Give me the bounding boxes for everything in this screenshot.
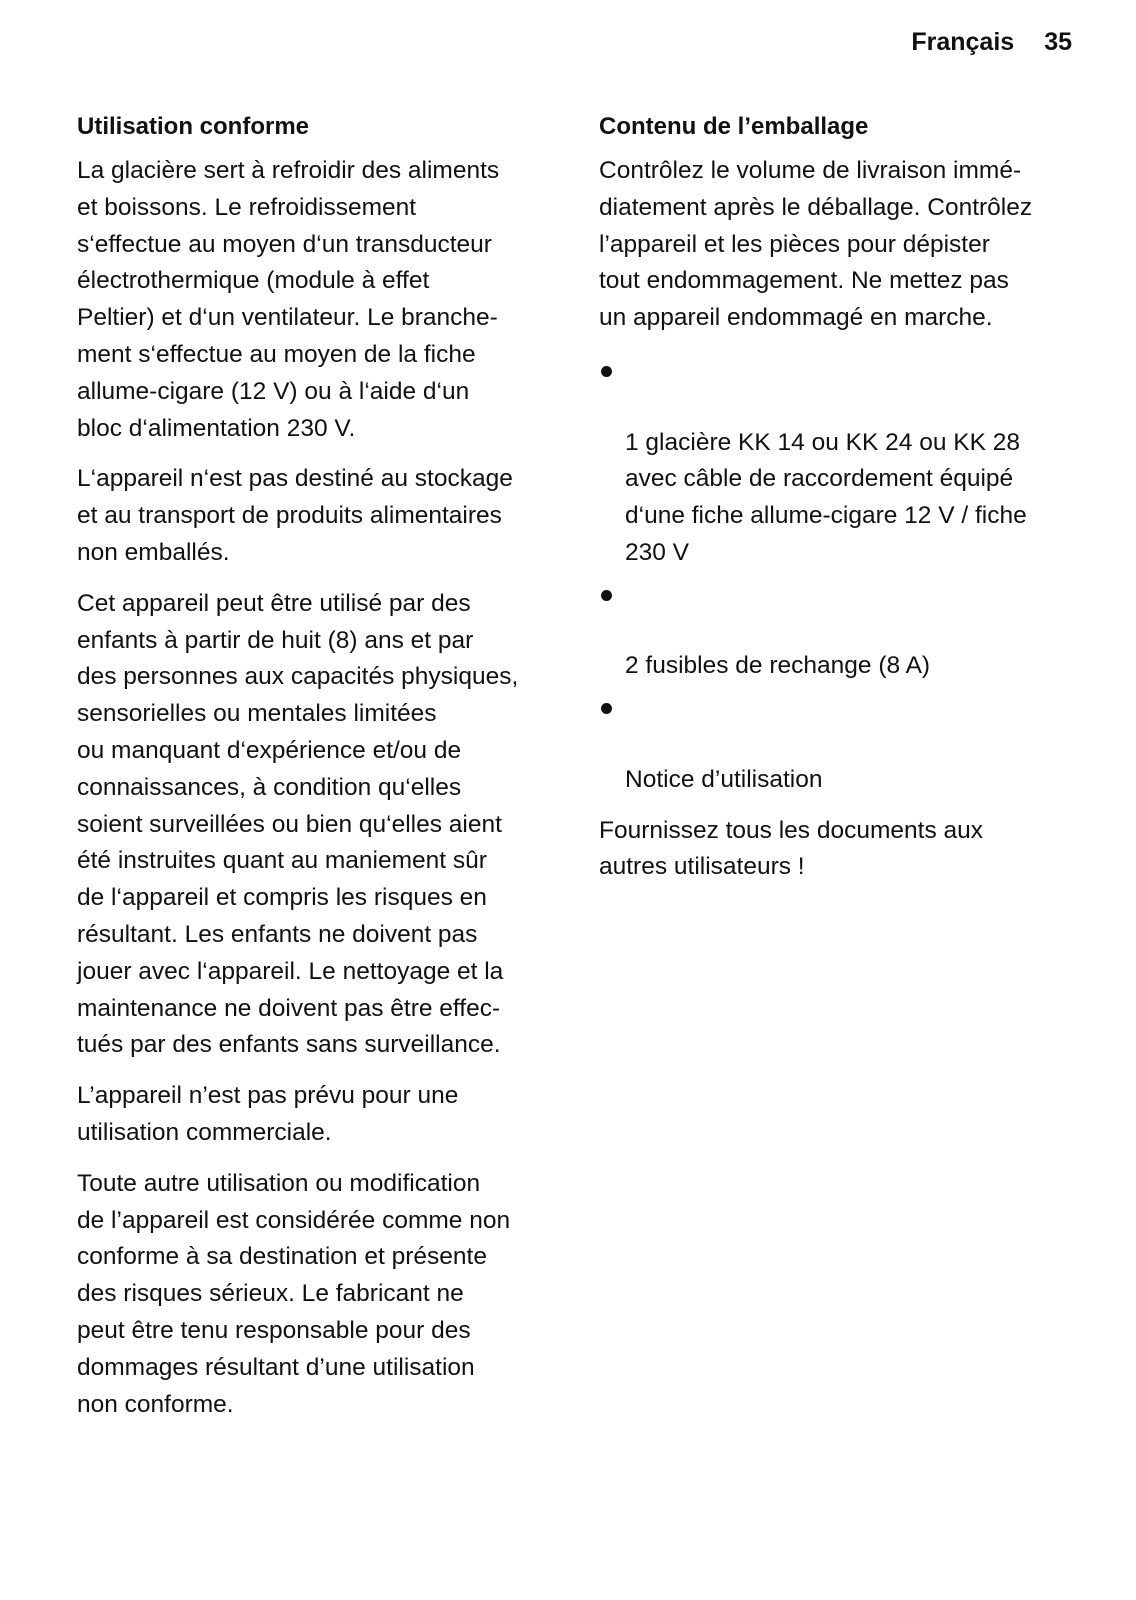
list-item-text: 1 glacière KK 14 ou KK 24 ou KK 28 avec câble de raccordement équipé d‘une fiche allume-cigare 12 V / fiche 230 V [625,428,1027,566]
paragraph-children: Cet appareil peut être utilisé par des enfants à partir de huit (8) ans et par des personnes aux capacités physiques, sensorielles ou mentales limitées ou manquant d‘expérience et/ou de connaissances, à condition qu‘elles soient surveillées ou bien qu‘elles aient été instruites quant au maniement sûr de l‘appareil et compris les risques en résultant. Les enfants ne doivent pas jouer avec l‘appareil. Le nettoyage et la maintenance ne doivent pas être effec- tués par des enfants sans surveillance. [77,589,519,1059]
language-label: Français [911,28,1015,56]
left-column [77,111,549,1437]
paragraph-purpose: La glacière sert à refroidir des aliments et boissons. Le refroidissement s‘effectue au moyen d‘un transducteur électrothermique (module à effet Peltier) et d‘un ventilateur. Le branche- ment s‘effectue au moyen de la fiche allume-cigare (12 V) ou à l‘aide d‘un bloc d‘alimentation 230 V. [77,157,500,442]
paragraph-documents: Fournissez tous les documents aux autres utilisateurs ! [599,816,984,881]
bullet-icon [601,366,612,377]
list-item-text: Notice d’utilisation [625,765,823,793]
bullet-icon [601,703,612,714]
list-item [599,575,1069,685]
page-number: 35 [1044,28,1072,56]
section-heading-intended-use: Utilisation conforme [77,113,310,140]
section-heading-package-contents: Contenu de l’emballage [599,113,869,140]
list-item [599,351,1069,572]
paragraph-liability: Toute autre utilisation ou modification de l’appareil est considérée comme non conforme à sa destination et présente des risques sérieux. Le fabricant ne peut être tenu responsable pour des dommages résultant d’une utilisation non conforme. [77,1169,511,1418]
page-header [911,28,1072,57]
paragraph-commercial: L’appareil n’est pas prévu pour une utilisation commerciale. [77,1082,459,1146]
list-item-text: 2 fusibles de rechange (8 A) [625,652,931,680]
paragraph-storage: L‘appareil n‘est pas destiné au stockage et au transport de produits alimentaires non emballés. [77,465,513,566]
contents-list [599,351,1069,799]
right-column [599,111,1069,900]
bullet-icon [601,590,612,601]
paragraph-inspect: Contrôlez le volume de livraison immé- diatement après le déballage. Contrôlez l’appareil et les pièces pour dépister tout endommagement. Ne mettez pas un appareil endommagé en marche. [599,157,1033,332]
list-item [599,688,1069,798]
